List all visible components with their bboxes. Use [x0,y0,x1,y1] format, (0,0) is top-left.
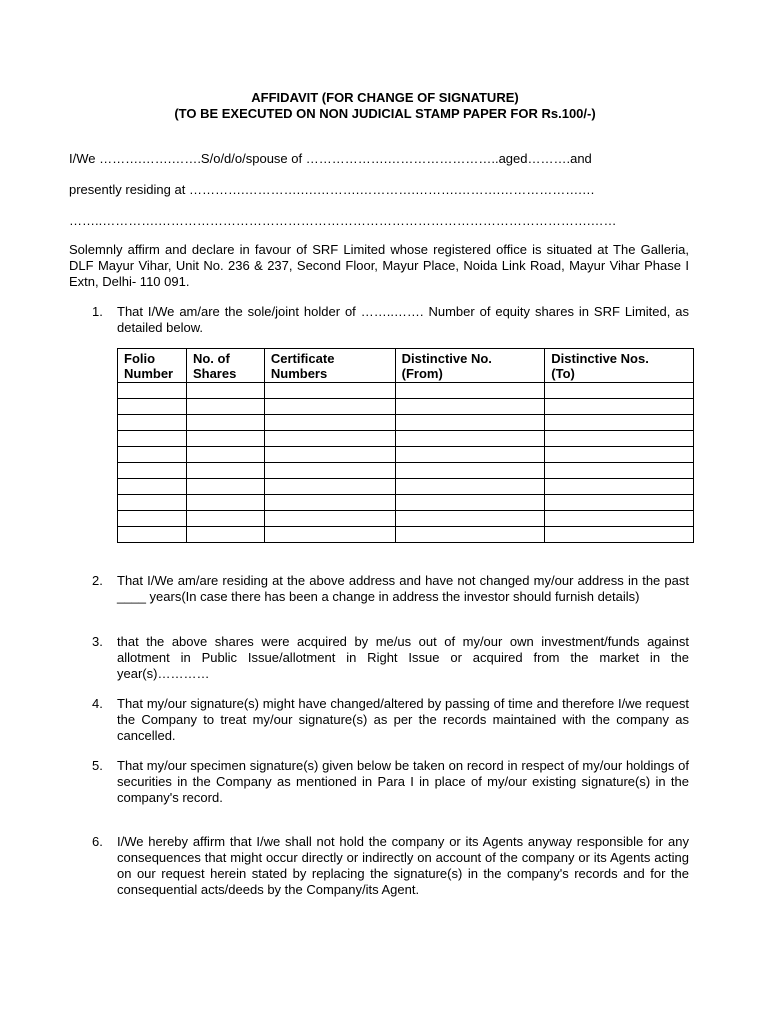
table-cell[interactable] [264,399,395,415]
header-distinctive-to: Distinctive Nos. (To) [545,349,694,383]
table-cell[interactable] [186,415,264,431]
table-cell[interactable] [545,511,694,527]
table-cell[interactable] [264,527,395,543]
table-cell[interactable] [395,399,545,415]
table-cell[interactable] [264,463,395,479]
table-cell[interactable] [118,415,187,431]
clause-text: That my/our signature(s) might have changed/altered by passing of time and therefore I/we request the Company to treat my/our signature(s) as per the records maintained with the company as cancelled. [117,696,689,743]
clause-text: That I/We am/are the sole/joint holder of ……..……. Number of equity shares in SRF Limited, as detailed below. [117,304,689,335]
clause-text: that the above shares were acquired by me/us out of my/our own investment/funds against allotment in Public Issue/allotment in Right Issue or acquired from the market in the year(s)………… [117,634,689,681]
declarant-line: I/We ……….…….…….S/o/d/o/spouse of ……………….……………………..aged……….and [69,151,592,166]
table-cell[interactable] [395,463,545,479]
table-row [118,447,694,463]
table-cell[interactable] [545,463,694,479]
table-cell[interactable] [264,447,395,463]
table-cell[interactable] [545,527,694,543]
table-cell[interactable] [186,399,264,415]
header-folio-number: Folio Number [118,349,187,383]
clause-number: 6. [92,834,103,849]
table-cell[interactable] [186,431,264,447]
table-row [118,495,694,511]
table-cell[interactable] [186,527,264,543]
table-row [118,415,694,431]
clause-number: 1. [92,304,103,319]
table-cell[interactable] [186,447,264,463]
table-cell[interactable] [395,479,545,495]
table-cell[interactable] [264,495,395,511]
table-cell[interactable] [545,479,694,495]
table-cell[interactable] [395,511,545,527]
table-cell[interactable] [186,463,264,479]
residence-continuation-line: ……..………….……………………………………………………………………………………….…… [69,213,617,228]
table-cell[interactable] [264,383,395,399]
title-line-1: AFFIDAVIT (FOR CHANGE OF SIGNATURE) [251,90,519,105]
table-cell[interactable] [545,383,694,399]
table-cell[interactable] [118,463,187,479]
table-row [118,527,694,543]
table-row [118,399,694,415]
table-cell[interactable] [545,431,694,447]
table-row [118,383,694,399]
table-cell[interactable] [264,431,395,447]
header-no-of-shares: No. of Shares [186,349,264,383]
table-cell[interactable] [264,511,395,527]
table-cell[interactable] [395,415,545,431]
table-cell[interactable] [395,431,545,447]
table-cell[interactable] [118,447,187,463]
clause-text: I/We hereby affirm that I/we shall not hold the company or its Agents anyway responsible for any consequences that might occur directly or indirectly on account of the company or its Agents acting on our request herein stated by replacing the signature(s) in the company's records and for the consequential acts/deeds by the Company/its Agent. [117,834,689,897]
table-cell[interactable] [545,447,694,463]
table-cell[interactable] [118,399,187,415]
clause-text: That my/our specimen signature(s) given below be taken on record in respect of my/our holdings of securities in the Company as mentioned in Para I in place of my/our existing signature(s) in the company's record. [117,758,689,805]
table-cell[interactable] [395,447,545,463]
table-cell[interactable] [545,415,694,431]
table-cell[interactable] [186,511,264,527]
clause-text: That I/We am/are residing at the above address and have not changed my/our address in the past ____ years(In case there has been a change in address the investor should furnish details) [117,573,689,604]
table-cell[interactable] [118,431,187,447]
table-cell[interactable] [186,479,264,495]
clause-number: 3. [92,634,103,649]
table-cell[interactable] [186,495,264,511]
table-cell[interactable] [395,495,545,511]
residence-line: presently residing at ………….………….….……….………….……….……….……………….… [69,182,595,197]
table-cell[interactable] [118,511,187,527]
table-cell[interactable] [186,383,264,399]
shares-table [117,348,694,543]
table-header-row [118,349,694,383]
table-cell[interactable] [264,479,395,495]
table-cell[interactable] [118,527,187,543]
table-cell[interactable] [395,383,545,399]
table-cell[interactable] [545,495,694,511]
clause-number: 4. [92,696,103,711]
header-distinctive-from: Distinctive No. (From) [395,349,545,383]
table-cell[interactable] [264,415,395,431]
table-cell[interactable] [545,399,694,415]
title-line-2: (TO BE EXECUTED ON NON JUDICIAL STAMP PAPER FOR Rs.100/-) [174,106,596,121]
table-cell[interactable] [118,383,187,399]
table-row [118,511,694,527]
table-cell[interactable] [395,527,545,543]
clause-number: 2. [92,573,103,588]
clause-number: 5. [92,758,103,773]
table-row [118,431,694,447]
table-row [118,463,694,479]
header-certificate-numbers: Certificate Numbers [264,349,395,383]
solemn-declaration: Solemnly affirm and declare in favour of SRF Limited whose registered office is situated at The Galleria, DLF Mayur Vihar, Unit No. 236 & 237, Second Floor, Mayur Place, Noida Link Road, Mayur Vihar Phase I Extn, Delhi- 110 091. [69,242,689,289]
table-cell[interactable] [118,479,187,495]
table-row [118,479,694,495]
table-cell[interactable] [118,495,187,511]
